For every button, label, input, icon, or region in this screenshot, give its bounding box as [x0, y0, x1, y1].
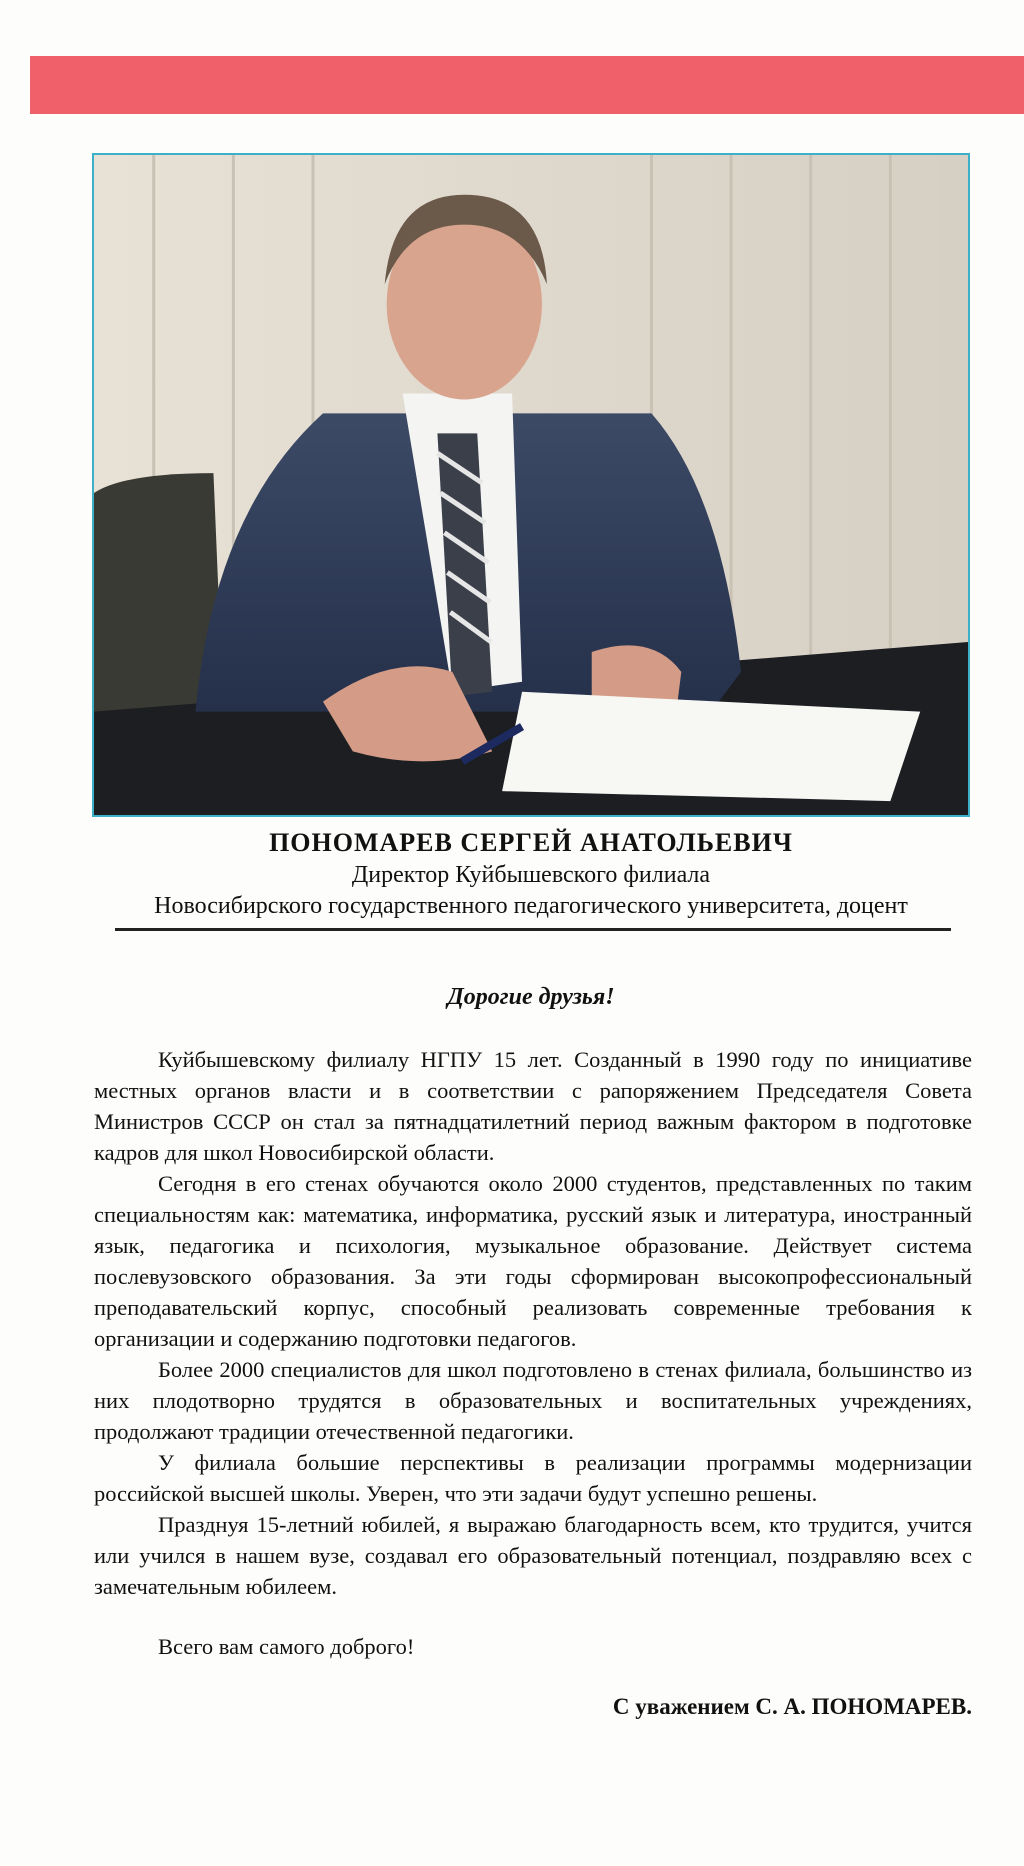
letter-signature: С уважением С. А. ПОНОМАРЕВ. — [612, 1694, 972, 1719]
letter-paragraph: У филиала большие перспективы в реализации программы модернизации российской высшей школы. Уверен, что эти задачи будут успешно решены. — [94, 1450, 972, 1506]
letter-greeting: Дорогие друзья! — [447, 984, 615, 1010]
letter-paragraph: Празднуя 15-летний юбилей, я выражаю благодарность всем, кто трудится, учится или учился в нашем вузе, создавал его образовательный потенциал, поздравляю всех с замечательным юбилеем. — [94, 1512, 972, 1599]
decorative-top-band — [30, 56, 1024, 114]
person-position: Директор Куйбышевского филиала — [351, 862, 711, 888]
letter-body — [94, 1044, 972, 1602]
letter-paragraph: Куйбышевскому филиалу НГПУ 15 лет. Созданный в 1990 году по инициативе местных органов власти и в соответствии с рапоряжением Председателя Совета Министров СССР он стал за пятнадцатилетний период важным фактором в подготовке кадров для школ Новосибирской области. — [94, 1047, 972, 1165]
person-name: ПОНОМАРЕВ СЕРГЕЙ АНАТОЛЬЕВИЧ — [269, 828, 793, 857]
letter-closing: Всего вам самого доброго! — [158, 1634, 415, 1659]
photo-caption — [92, 826, 970, 922]
portrait-photo — [92, 153, 970, 817]
caption-divider — [115, 928, 951, 931]
letter-paragraph: Сегодня в его стенах обучаются около 2000 студентов, представленных по таким специальностям как: математика, информатика, русский язык и литература, иностранный язык, педагогика и психология, музыкальное образование. Действует система послевузовского образования. За эти годы сформирован высокопрофессиональный преподавательский корпус, способный реализовать современные требования к организации и содержанию подготовки педагогов. — [94, 1171, 972, 1351]
portrait-illustration — [94, 155, 968, 815]
letter-paragraph: Более 2000 специалистов для школ подготовлено в стенах филиала, большинство из них плодотворно трудятся в образовательных и воспитательных учреждениях, продолжают традиции отечественной педагогики. — [94, 1357, 972, 1444]
person-affiliation: Новосибирского государственного педагогического университета, доцент — [154, 893, 908, 919]
